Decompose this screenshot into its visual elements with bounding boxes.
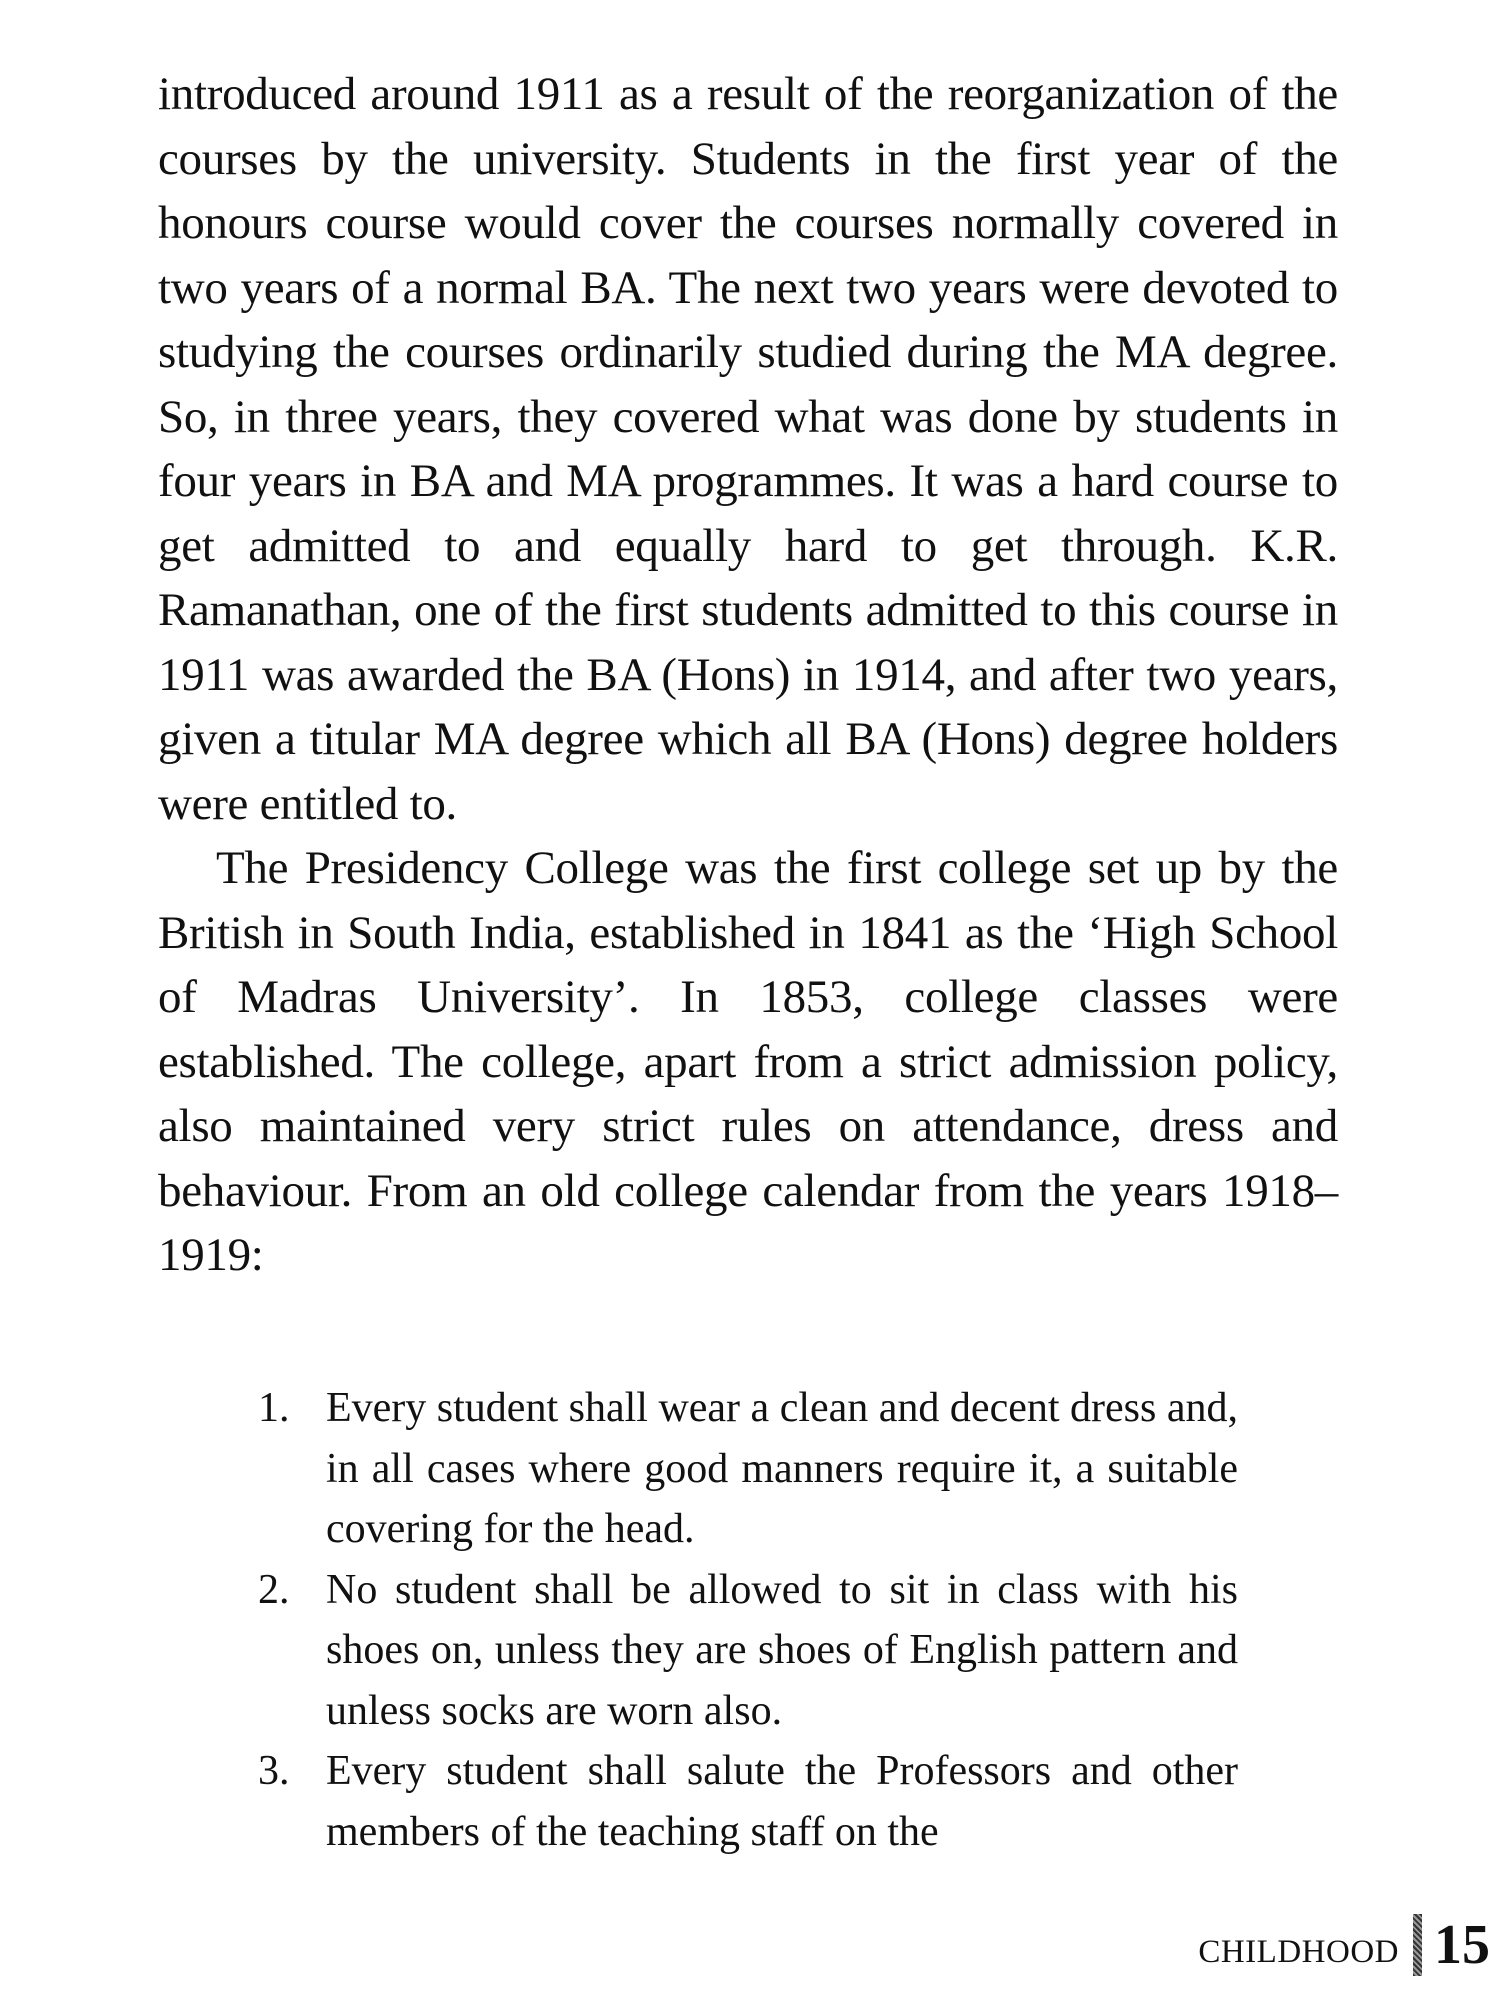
list-item-number: 3.	[258, 1748, 290, 1794]
list-item-number: 1.	[258, 1385, 290, 1431]
college-rules-list	[258, 1378, 1238, 1862]
list-item	[258, 1378, 1238, 1560]
paragraph-continued: introduced around 1911 as a result of the reorganization of the courses by the university. Students in the first year of the honours course would cover the courses normally covered in two years of a normal BA. The next two years were devoted to studying the courses ordinarily studied during the MA degree. So, in three years, they covered what was done by students in four years in BA and MA programmes. It was a hard course to get admitted to and equally hard to get through. K.R. Ramanathan, one of the first students admitted to this course in 1911 was awarded the BA (Hons) in 1914, and after two years, given a titular MA degree which all BA (Hons) degree holders were entitled to.	[158, 68, 1338, 830]
running-head: CHILDHOOD	[1198, 1933, 1399, 1970]
page-footer	[1198, 1905, 1490, 1985]
body-text	[158, 62, 1338, 1288]
page-number: 15	[1434, 1914, 1490, 1976]
list-item	[258, 1741, 1238, 1862]
list-item	[258, 1560, 1238, 1742]
list-item-text: Every student shall wear a clean and decent dress and, in all cases where good manners require it, a suitable covering for the head.	[326, 1385, 1238, 1552]
list-item-number: 2.	[258, 1566, 290, 1613]
list-item-text: No student shall be allowed to sit in class with his shoes on, unless they are shoes of English pattern and unless socks are worn also.	[326, 1566, 1238, 1734]
footer-divider-bar	[1413, 1914, 1422, 1976]
list-item-text: Every student shall salute the Professors and other members of the teaching staff on the	[326, 1748, 1238, 1855]
paragraph-presidency-college: The Presidency College was the first college set up by the British in South India, established in 1841 as the ‘High School of Madras University’. In 1853, college classes were established. The college, apart from a strict admission policy, also maintained very strict rules on attendance, dress and behaviour. From an old college calendar from the years 1918–1919:	[158, 842, 1338, 1281]
